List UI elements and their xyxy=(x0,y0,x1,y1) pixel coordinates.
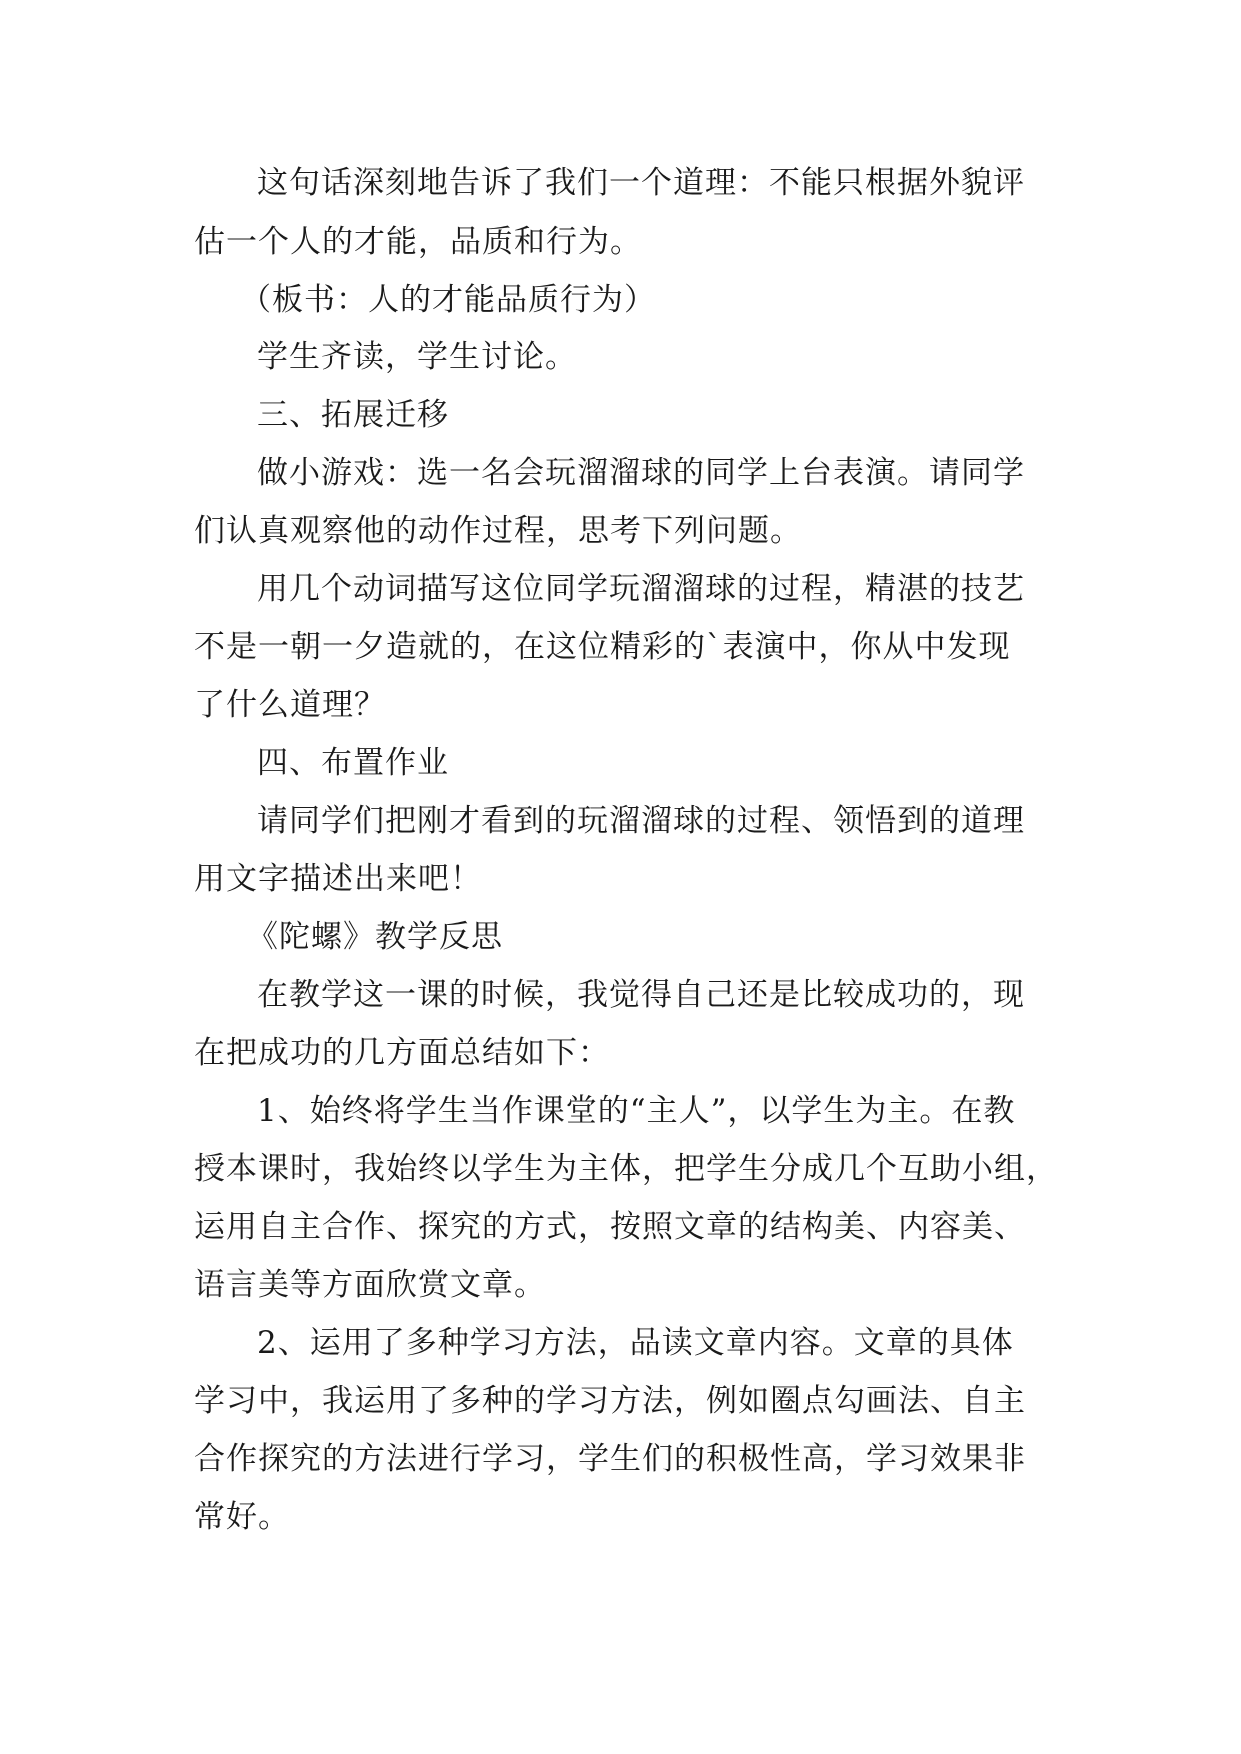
section-heading: 四、布置作业 xyxy=(257,745,449,781)
text-line: 在教学这一课的时候，我觉得自己还是比较成功的，现 xyxy=(257,977,1025,1013)
text-line: 在把成功的几方面总结如下： xyxy=(194,1035,610,1071)
text-line: 学习中，我运用了多种的学习方法，例如圈点勾画法、自主 xyxy=(194,1383,1026,1419)
text-line: 语言美等方面欣赏文章。 xyxy=(194,1267,546,1303)
text-line: 用几个动词描写这位同学玩溜溜球的过程，精湛的技艺 xyxy=(257,571,1025,607)
text-line: 做小游戏：选一名会玩溜溜球的同学上台表演。请同学 xyxy=(257,455,1025,491)
text-line: 们认真观察他的动作过程，思考下列问题。 xyxy=(194,513,802,549)
text-line: 请同学们把刚才看到的玩溜溜球的过程、领悟到的道理 xyxy=(257,803,1025,839)
text-line: 合作探究的方法进行学习，学生们的积极性高，学习效果非 xyxy=(194,1441,1026,1477)
list-item: 2、运用了多种学习方法，品读文章内容。文章的具体 xyxy=(257,1325,1014,1361)
text-line: 授本课时，我始终以学生为主体，把学生分成几个互助小组， xyxy=(194,1151,1058,1187)
text-line: 了什么道理？ xyxy=(194,687,386,723)
document-title: 《陀螺》教学反思 xyxy=(247,919,503,955)
text-line: 常好。 xyxy=(194,1499,290,1535)
text-line: 学生齐读，学生讨论。 xyxy=(257,339,577,375)
text-line: 估一个人的才能，品质和行为。 xyxy=(194,224,642,260)
text-line: 用文字描述出来吧！ xyxy=(194,861,482,897)
text-line: （板书：人的才能品质行为） xyxy=(240,282,656,318)
text-line: 不是一朝一夕造就的，在这位精彩的`表演中，你从中发现 xyxy=(194,629,1011,665)
text-line: 这句话深刻地告诉了我们一个道理：不能只根据外貌评 xyxy=(257,165,1025,201)
text-line: 运用自主合作、探究的方式，按照文章的结构美、内容美、 xyxy=(194,1209,1026,1245)
list-item: 1、始终将学生当作课堂的“主人”，以学生为主。在教 xyxy=(257,1093,1016,1129)
section-heading: 三、拓展迁移 xyxy=(257,397,449,433)
